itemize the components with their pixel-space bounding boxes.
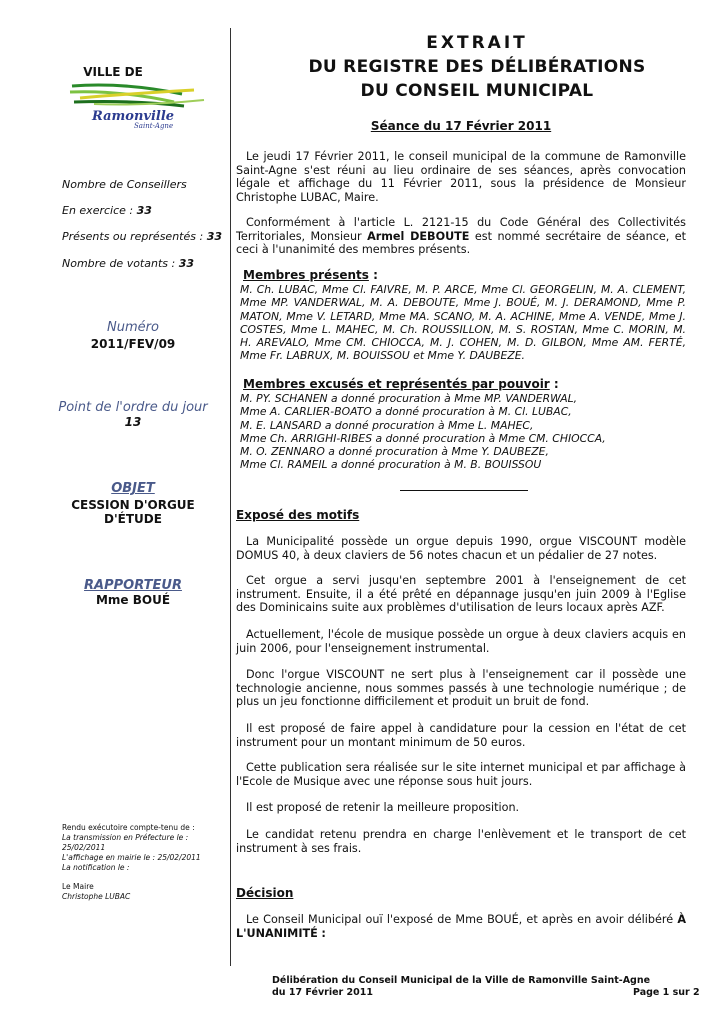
expose-heading: Exposé des motifs <box>236 508 360 522</box>
list-item: Mme Ch. ARRIGHI-RIBES a donné procuration à Mme CM. CHIOCCA, <box>240 431 606 445</box>
expose-paragraph-4: Donc l'orgue VISCOUNT ne sert plus à l'enseignement car il possède une technologie ancienne, nous sommes passés à une technologie numérique ; de plus un jeu fonctionne difficilement et produit un bruit de fond. <box>236 668 686 708</box>
expose-paragraph-6: Cette publication sera réalisée sur le site internet municipal et par affichage à l'Ecole de Musique avec une réponse sous huit jours. <box>236 761 686 788</box>
list-item: Mme A. CARLIER-BOATO a donné procuration à M. Cl. LUBAC, <box>240 405 572 419</box>
title-registre: DU REGISTRE DES DÉLIBÉRATIONS <box>308 57 646 77</box>
ordre-du-jour-value: 13 <box>124 415 142 429</box>
numero-block <box>40 320 226 351</box>
secretaire-paragraph: Conformément à l'article L. 2121-15 du Code Général des Collectivités Territoriales, Monsieur Armel DEBOUTE est nommé secrétaire de séance, et ceci à l'unanimité des membres présents. <box>236 216 687 256</box>
footer-deliberation: Délibération du Conseil Municipal de la Ville de Ramonville Saint-Agne du 17 Février 2011 <box>272 975 651 998</box>
objet-label: OBJET <box>111 481 155 496</box>
rendu-executoire: Rendu exécutoire compte-tenu de : La transmission en Préfecture le : 25/02/2011 L'affichage en mairie le : 25/02/2011 La notification le : <box>62 823 201 872</box>
objet-line1: CESSION D'ORGUE <box>71 498 195 512</box>
numero-label: Numéro <box>107 320 159 335</box>
list-item: M. E. LANSARD a donné procuration à Mme L. MAHEC, <box>240 418 534 432</box>
ordre-du-jour-label: Point de l'ordre du jour <box>58 400 208 415</box>
ordre-du-jour-block <box>40 400 226 429</box>
title-conseil: DU CONSEIL MUNICIPAL <box>360 81 594 101</box>
membres-excuses-heading: Membres excusés et représentés par pouvoir : <box>243 377 559 391</box>
ramonville-logo <box>64 80 216 130</box>
expose-paragraph-7: Il est proposé de retenir la meilleure proposition. <box>246 801 520 814</box>
nombre-votants: Nombre de votants : 33 <box>62 257 195 270</box>
list-item: M. O. ZENNARO a donné procuration à Mme Y. DAUBEZE, <box>240 445 549 459</box>
seance-date: Séance du 17 Février 2011 <box>370 119 552 133</box>
expose-paragraph-2: Cet orgue a servi jusqu'en septembre 2001 à l'enseignement de cet instrument. Ensuite, il a été prêté en dépannage jusqu'en juin 2009 à l'Eglise des Dominicains suite aux problèmes d'utilisation de leurs locaux après AZF. <box>236 574 686 614</box>
separator-line <box>400 490 528 491</box>
membres-presents-heading: Membres présents : <box>243 268 378 282</box>
decision-paragraph: Le Conseil Municipal ouï l'exposé de Mme BOUÉ, et après en avoir délibéré À L'UNANIMITÉ : <box>236 913 686 940</box>
presents-representes: Présents ou représentés : 33 <box>62 230 222 243</box>
expose-paragraph-3: Actuellement, l'école de musique possède un orgue à deux claviers acquis en juin 2006, pour l'enseignement instrumental. <box>236 628 686 655</box>
en-exercice: En exercice : 33 <box>62 204 152 217</box>
page-number: Page 1 sur 2 <box>633 987 700 998</box>
expose-paragraph-5: Il est proposé de faire appel à candidature pour la cession en l'état de cet instrument pour un montant minimum de 50 euros. <box>236 722 686 749</box>
list-item: Mme Cl. RAMEIL a donné procuration à M. B. BOUISSOU <box>240 458 542 472</box>
numero-value: 2011/FEV/09 <box>90 337 176 351</box>
decision-heading: Décision <box>236 886 294 900</box>
list-item: M. PY. SCHANEN a donné procuration à Mme MP. VANDERWAL, <box>240 392 578 405</box>
expose-paragraph-1: La Municipalité possède un orgue depuis 1990, orgue VISCOUNT modèle DOMUS 40, à deux claviers de 56 notes chacun et un pédalier de 27 notes. <box>236 535 686 562</box>
membres-presents-list: M. Ch. LUBAC, Mme Cl. FAIVRE, M. P. ARCE, Mme Cl. GEORGELIN, M. A. CLEMENT, Mme MP. VANDERWAL, M. A. DEBOUTE, Mme J. BOUÉ, M. J. DERAMOND, Mme P. MATON, Mme V. LETARD, Mme MA. SCANO, M. A. ACHINE, Mme A. VENDE, Mme J. COSTES, Mme L. MAHEC, M. Ch. ROUSSILLON, M. S. ROSTAN, Mme C. MORIN, M. H. AREVALO, Mme CM. CHIOCCA, M. J. COHEN, M. D. GILBON, Mme AM. FERTÉ, Mme Fr. LABRUX, M. BOUISSOU et Mme Y. DAUBEZE. <box>240 283 686 363</box>
intro-paragraph: Le jeudi 17 Février 2011, le conseil municipal de la commune de Ramonville Saint-Agne s'est réuni au lieu ordinaire de ses séances, après convocation légale et affichage du 11 Février 2011, sous la présidence de Monsieur Christophe LUBAC, Maire. <box>236 150 686 204</box>
nombre-conseillers-label: Nombre de Conseillers <box>62 178 187 191</box>
svg-text:Ramonville: Ramonville <box>92 109 175 124</box>
title-extrait: EXTRAIT <box>426 33 528 53</box>
column-divider <box>230 28 231 966</box>
objet-line2: D'ÉTUDE <box>104 512 162 526</box>
expose-paragraph-8: Le candidat retenu prendra en charge l'enlèvement et le transport de cet instrument à ses frais. <box>236 828 686 855</box>
objet-block <box>40 481 226 526</box>
rapporteur-label: RAPPORTEUR <box>84 578 182 593</box>
membres-excuses-list <box>240 392 686 472</box>
sidebar <box>0 0 226 1024</box>
rapporteur-block <box>40 578 226 607</box>
ville-de-label: VILLE DE <box>83 65 143 79</box>
svg-text:Saint-Agne: Saint-Agne <box>134 122 174 130</box>
le-maire: Le Maire Christophe LUBAC <box>62 882 131 901</box>
rapporteur-value: Mme BOUÉ <box>95 593 171 607</box>
